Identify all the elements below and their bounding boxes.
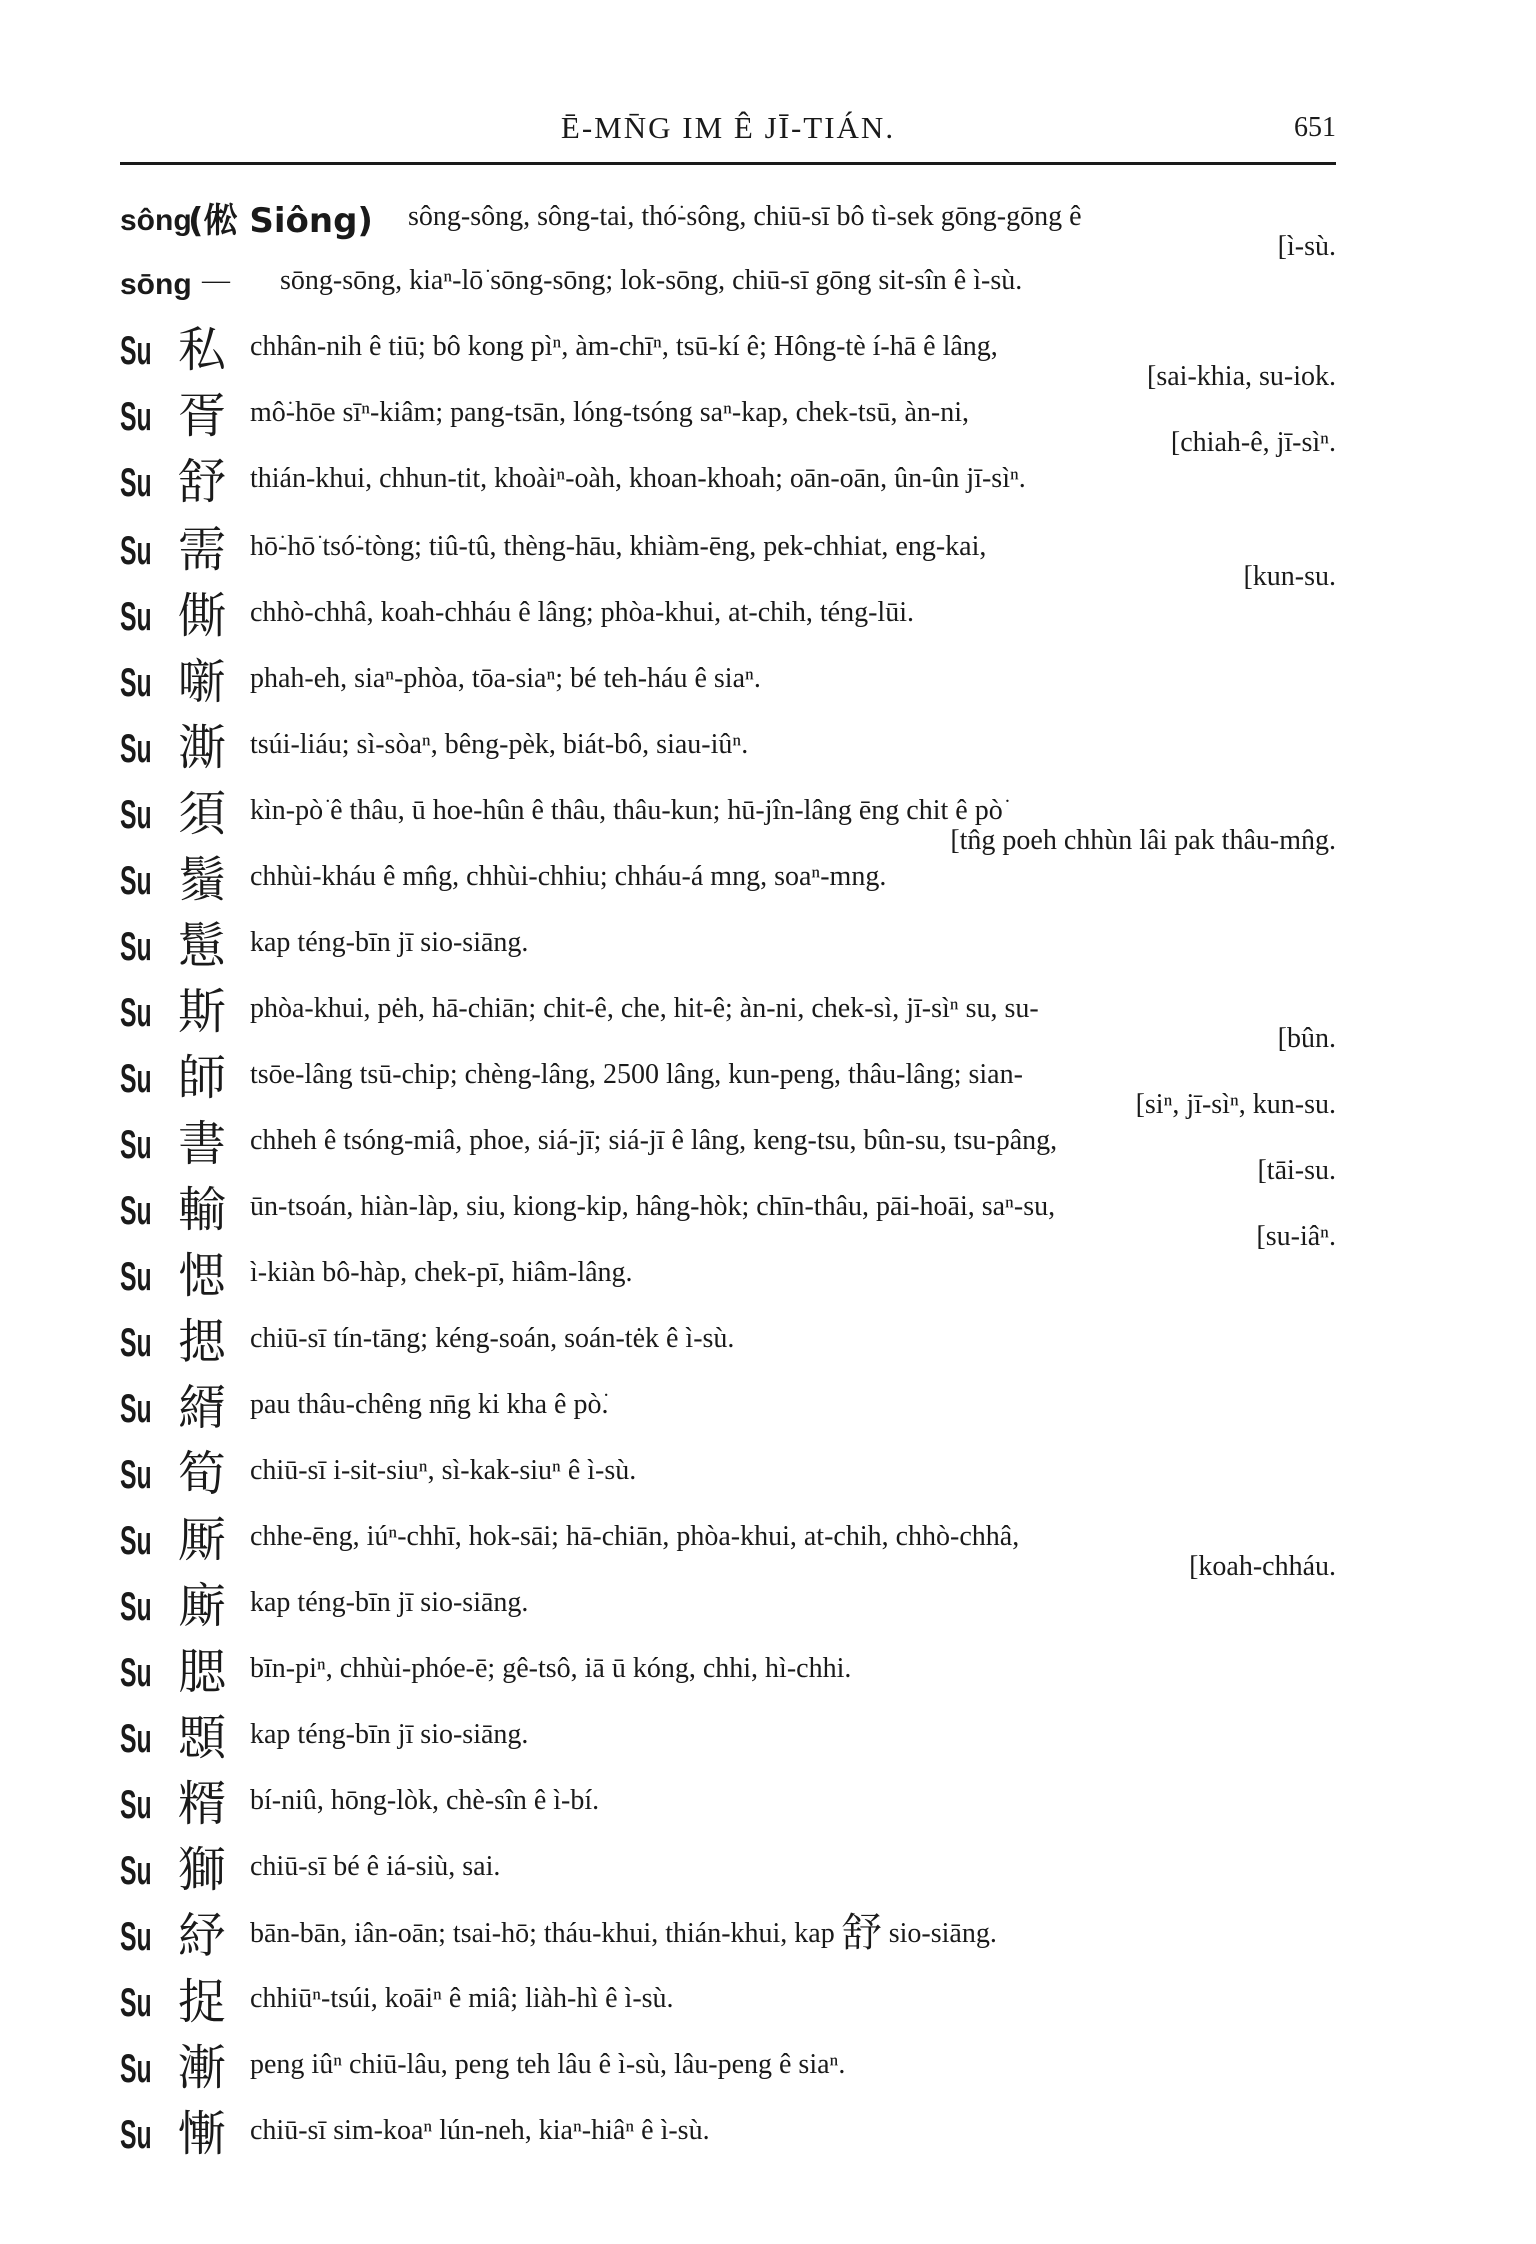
page-number: 651 (1294, 112, 1336, 143)
entry-definition: sông-sông, sông-tai, thó͘-sông, chiū-sī bô tì-sek gōng-gōng ê (408, 201, 1082, 232)
entry-character: 獅 (178, 1842, 227, 1898)
dictionary-entry (120, 1644, 1336, 1708)
entry-character: 顋 (178, 1710, 227, 1766)
entry-character: 鬚 (178, 852, 227, 908)
entry-definition: chhò-chhâ, koah-chháu ê lâng; phòa-khui, at-chih, téng-lūi. (250, 597, 914, 628)
entry-character: 胥 (178, 388, 227, 444)
entry-definition: bān-bān, iân-oān; tsai-hō; tháu-khui, thián-khui, kap 舒 sio-siāng. (250, 1910, 997, 1956)
entry-continuation: [koah-chháu. (1189, 1551, 1336, 1582)
dictionary-entry (120, 588, 1336, 652)
entry-definition: chhùi-kháu ê mn̂g, chhùi-chhiu; chháu-á mng, soaⁿ-mng. (250, 861, 887, 892)
entry-character: 䰄 (178, 918, 227, 974)
entry-romanization: Su (120, 329, 152, 373)
entry-character: 輸 (178, 1182, 227, 1238)
entry-character: 筍 (178, 1446, 227, 1502)
entry-definition: ūn-tsoán, hiàn-làp, siu, kiong-kip, hâng-hòk; chīn-thâu, pāi-hoāi, saⁿ-su, (250, 1191, 1056, 1222)
entry-continuation: [bûn. (1277, 1023, 1336, 1054)
header-rule (120, 162, 1336, 165)
entry-romanization: Su (120, 1981, 152, 2025)
entry-romanization: Su (120, 2113, 152, 2157)
entry-character: 私 (178, 322, 227, 378)
entry-definition: sōng-sōng, kiaⁿ-lō͘ sōng-sōng; lok-sōng, chiū-sī gōng sit-sîn ê ì-sù. (280, 265, 1023, 296)
entry-character: 澌 (178, 720, 227, 776)
entry-character: 漸 (178, 2040, 227, 2096)
entry-continuation: [siⁿ, jī-sìⁿ, kun-su. (1135, 1089, 1336, 1120)
entry-romanization: Su (120, 595, 152, 639)
entry-definition: chhiūⁿ-tsúi, koāiⁿ ê miâ; liàh-hì ê ì-sù. (250, 1983, 674, 2014)
entry-definition: mô͘-hōe sīⁿ-kiâm; pang-tsān, lóng-tsóng saⁿ-kap, chek-tsū, àn-ni, (250, 397, 970, 428)
entry-character: 㒋 (178, 588, 227, 644)
entry-definition: thián-khui, chhun-tit, khoàiⁿ-oàh, khoan-khoah; oān-oān, ûn-ûn jī-sìⁿ. (250, 463, 1026, 494)
entry-definition: chiū-sī i-sit-siuⁿ, sì-kak-siuⁿ ê ì-sù. (250, 1455, 637, 1486)
entry-definition: kìn-pò͘ ê thâu, ū hoe-hûn ê thâu, thâu-kun; hū-jîn-lâng ēng chit ê pò͘ (250, 795, 1003, 826)
dictionary-entry (120, 1380, 1336, 1444)
entry-definition: chiū-sī bé ê iá-siù, sai. (250, 1851, 501, 1882)
dictionary-entry (120, 1314, 1336, 1378)
entry-continuation: [chiah-ê, jī-sìⁿ. (1170, 427, 1336, 458)
entry-romanization: Su (120, 1519, 152, 1563)
entry-romanization: Su (120, 1387, 152, 1431)
entry-continuation: [tn̂g poeh chhùn lâi pak thâu-mn̂g. (950, 825, 1336, 856)
entry-romanization: sông (120, 204, 192, 237)
dictionary-entry (120, 454, 1336, 518)
dictionary-entry (120, 256, 1336, 320)
entry-character: 厮 (178, 1512, 227, 1568)
entry-character: 腮 (178, 1644, 227, 1700)
entry-definition: chhân-nih ê tiū; bô kong pìⁿ, àm-chīⁿ, tsū-kí ê; Hông-tè í-hā ê lâng, (250, 331, 998, 362)
entry-romanization: Su (120, 1057, 152, 1101)
dictionary-entry (120, 1116, 1336, 1186)
entry-dash: — (202, 265, 230, 296)
dictionary-entry (120, 1842, 1336, 1906)
entry-character: 慚 (178, 2106, 227, 2162)
entry-definition: kap téng-bīn jī sio-siāng. (250, 927, 529, 958)
dictionary-entry (120, 984, 1336, 1054)
entry-character: 需 (178, 522, 227, 578)
dictionary-entry (120, 1512, 1336, 1582)
page-header (120, 108, 1336, 148)
dictionary-entry (120, 388, 1336, 458)
entry-romanization: Su (120, 1189, 152, 1233)
entry-romanization: Su (120, 1255, 152, 1299)
entry-character: 紓 (178, 1908, 227, 1964)
entry-romanization: Su (120, 1651, 152, 1695)
entry-romanization: Su (120, 395, 152, 439)
entry-character: 廝 (178, 1578, 227, 1634)
entry-variant: (倯 Siông) (188, 201, 373, 241)
entry-romanization: Su (120, 1585, 152, 1629)
entry-romanization: Su (120, 1915, 152, 1959)
entry-definition: hō͘-hō͘ tsó͘-tòng; tiû-tû, thèng-hāu, khiàm-ēng, pek-chhiat, eng-kai, (250, 531, 987, 562)
entry-character: 縃 (178, 1380, 227, 1436)
dictionary-entry (120, 786, 1336, 856)
dictionary-entry (120, 918, 1336, 982)
dictionary-entry (120, 2040, 1336, 2104)
entry-definition: tsōe-lâng tsū-chip; chèng-lâng, 2500 lâng, kun-peng, thâu-lâng; sian- (250, 1059, 1023, 1090)
entry-continuation: [tāi-su. (1257, 1155, 1336, 1186)
dictionary-entry (120, 1974, 1336, 2038)
entry-romanization: Su (120, 1849, 152, 1893)
entry-character: 捉 (178, 1974, 227, 2030)
entry-definition: kap téng-bīn jī sio-siāng. (250, 1719, 529, 1750)
entry-romanization: Su (120, 1321, 152, 1365)
dictionary-entry (120, 1248, 1336, 1312)
dictionary-entry (120, 322, 1336, 392)
dictionary-entry (120, 1578, 1336, 1642)
entry-definition: tsúi-liáu; sì-sòaⁿ, bêng-pèk, biát-bô, siau-iûⁿ. (250, 729, 749, 760)
entry-character: 斯 (178, 984, 227, 1040)
inline-character: 舒 (841, 1910, 882, 1956)
entry-character: 須 (178, 786, 227, 842)
dictionary-entry (120, 2106, 1336, 2170)
entry-romanization: Su (120, 1123, 152, 1167)
dictionary-entry (120, 1182, 1336, 1252)
entry-definition: bīn-piⁿ, chhùi-phóe-ē; gê-tsô, iā ū kóng, chhi, hì-chhi. (250, 1653, 852, 1684)
entry-romanization: Su (120, 991, 152, 1035)
running-title: Ē-MN̄G IM Ê JĪ-TIÁN. (560, 110, 896, 145)
entry-continuation: [kun-su. (1243, 561, 1336, 592)
entry-character: 愢 (178, 1248, 227, 1304)
dictionary-entry (120, 192, 1336, 262)
entry-romanization: Su (120, 925, 152, 969)
entry-definition: phòa-khui, pėh, hā-chiān; chit-ê, che, hit-ê; àn-ni, chek-sì, jī-sìⁿ su, su- (250, 993, 1039, 1024)
entry-romanization: Su (120, 661, 152, 705)
entry-definition: pau thâu-chêng nn̄g ki kha ê pò͘. (250, 1389, 609, 1420)
entry-character: 書 (178, 1116, 227, 1172)
entry-continuation: [su-iâⁿ. (1256, 1221, 1336, 1252)
dictionary-entry (120, 1908, 1336, 1972)
entry-definition: chiū-sī tín-tāng; kéng-soán, soán-tėk ê ì-sù. (250, 1323, 735, 1354)
entry-romanization: Su (120, 2047, 152, 2091)
entry-romanization: Su (120, 529, 152, 573)
entry-definition: peng iûⁿ chiū-lâu, peng teh lâu ê ì-sù, lâu-peng ê siaⁿ. (250, 2049, 846, 2080)
entry-romanization: Su (120, 1783, 152, 1827)
entry-romanization: Su (120, 793, 152, 837)
dictionary-entry (120, 1710, 1336, 1774)
entry-character: 舒 (178, 454, 227, 510)
entry-definition: bí-niû, hōng-lòk, chè-sîn ê ì-bí. (250, 1785, 600, 1816)
entry-romanization: Su (120, 1453, 152, 1497)
entry-character: 師 (178, 1050, 227, 1106)
entry-romanization: Su (120, 727, 152, 771)
dictionary-entry (120, 1050, 1336, 1120)
entry-definition: chhe-ēng, iúⁿ-chhī, hok-sāi; hā-chiān, phòa-khui, at-chih, chhò-chhâ, (250, 1521, 1020, 1552)
entry-definition: kap téng-bīn jī sio-siāng. (250, 1587, 529, 1618)
entry-character: 糈 (178, 1776, 227, 1832)
entry-romanization: Su (120, 859, 152, 903)
entry-romanization: Su (120, 1717, 152, 1761)
entry-character: 噺 (178, 654, 227, 710)
entry-definition: phah-eh, siaⁿ-phòa, tōa-siaⁿ; bé teh-háu ê siaⁿ. (250, 663, 761, 694)
dictionary-entry (120, 852, 1336, 916)
entry-romanization: Su (120, 461, 152, 505)
entry-continuation: [ì-sù. (1277, 231, 1336, 262)
dictionary-entry (120, 1446, 1336, 1510)
entry-character: 揌 (178, 1314, 227, 1370)
entry-definition: chiū-sī sim-koaⁿ lún-neh, kiaⁿ-hiâⁿ ê ì-sù. (250, 2115, 710, 2146)
entry-definition: chheh ê tsóng-miâ, phoe, siá-jī; siá-jī ê lâng, keng-tsu, bûn-su, tsu-pâng, (250, 1125, 1058, 1156)
entry-continuation: [sai-khia, su-iok. (1147, 361, 1336, 392)
dictionary-entry (120, 1776, 1336, 1840)
dictionary-entry (120, 654, 1336, 718)
dictionary-entry (120, 522, 1336, 592)
entry-romanization: sōng (120, 268, 192, 301)
dictionary-entry (120, 720, 1336, 784)
entry-definition: ì-kiàn bô-hàp, chek-pī, hiâm-lâng. (250, 1257, 633, 1288)
